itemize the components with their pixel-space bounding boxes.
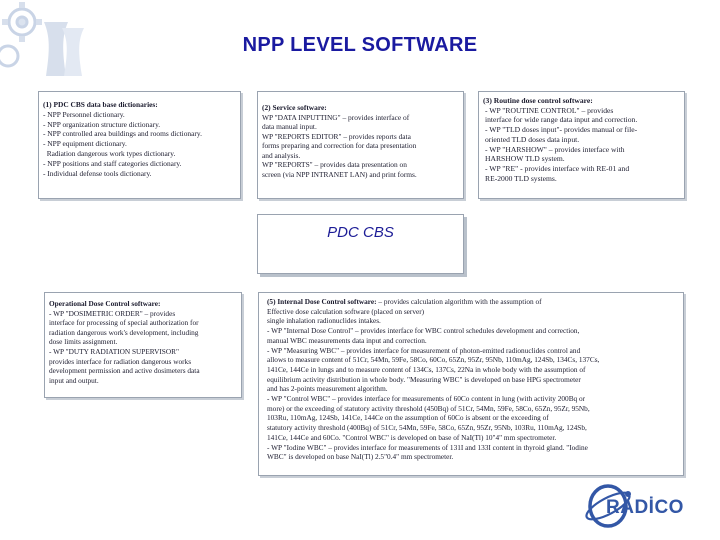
box-line: and analysis.	[262, 150, 301, 160]
box-line: allows to measure content of 51Cr, 54Mn, 59Fe, 58Co, 60Co, 65Zn, 95Zr, 95Nb, 110mAg, 124Sb, 134Cs, 137Cs,	[267, 355, 600, 365]
box-line: manual WBC measurements data input and correction.	[267, 335, 427, 345]
box-line: forms preparing and correction for data presentation	[262, 141, 417, 150]
box-line: - Individual defense tools dictionary.	[43, 168, 152, 178]
box-line: data manual input.	[262, 122, 317, 131]
box-title-rest: – provides calculation algorithm with the assumption of	[376, 297, 542, 306]
box-line: screen (via NPP INTRANET LAN) and print forms.	[262, 169, 417, 179]
box-line: - NPP organization structure dictionary.	[43, 119, 161, 129]
box-title: (3) Routine dose control software:	[483, 96, 593, 105]
pdc-cbs-label: PDC CBS	[327, 224, 394, 241]
box-line: Effective dose calculation software (placed on server)	[267, 306, 425, 316]
box-line: provides interface for radiation dangerous works	[49, 356, 192, 366]
box-line: equilibrium activity distribution in whole body. "Measuring WBC" is developed on base HPG spectrometer	[267, 374, 581, 384]
svg-text:RADİCO: RADİCO	[606, 497, 684, 518]
box-line: input and output.	[49, 375, 99, 385]
box-line: - NPP Personnel dictionary.	[43, 109, 125, 119]
box-line: interface for processing of special authorization for	[49, 318, 199, 328]
box-line: WP "REPORTS" – provides data presentation on	[262, 160, 407, 169]
routine-dose-control-box	[478, 91, 685, 199]
box-line: - WP "DUTY RADIATION SUPERVISOR"	[49, 346, 179, 356]
box-line: - WP "Measuring WBC" – provides interface for measurement of photon-emitted radionuclides control and	[267, 345, 581, 355]
box-line: WP "REPORTS EDITOR" – provides reports data	[262, 131, 411, 141]
operational-dose-control-box	[44, 292, 242, 398]
box-line: 141Ce, 144Ce and 60Co. "Control WBC" is developed on base of NaI(Tl) 10"4" mm spectrometer.	[267, 432, 557, 442]
box-line: WP "DATA INPUTTING" – provides interface of	[262, 112, 410, 122]
radico-logo	[582, 480, 712, 530]
service-software-box	[257, 91, 464, 199]
box-line: WBC" is developed on base NaI(Tl) 2.5"0.4" mm spectrometer.	[267, 452, 454, 462]
box-line: - WP "Control WBC" – provides interface for measurements of 60Co content in lung (with activity 200Bq or	[267, 394, 586, 404]
box-line: and has 2-points measurement algorithm.	[267, 384, 388, 394]
box-line: - WP "RE" - provides interface with RE-01 and	[485, 163, 630, 173]
internal-dose-control-box	[258, 292, 684, 476]
box-line: - WP "Internal Dose Control" – provides interface for WBC control schedules development and correction,	[267, 326, 580, 336]
box-line: HARSHOW TLD system.	[485, 154, 565, 164]
box-line: - WP "DOSIMETRIC ORDER" – provides	[49, 308, 176, 318]
box-line: 103Ru, 110mAg, 124Sb, 141Ce, 144Ce on the assumption of 60Co is absent or the exceeding of	[267, 413, 549, 423]
box-line: statutory activity threshold (400Bq) of 51Cr, 54Mn, 59Fe, 58Co, 65Zn, 95Zr, 95Nb, 103Ru, 110mAg, 124Sb,	[267, 423, 587, 433]
box-line: 141Ce, 144Ce in lungs and to measure content of 134Cs, 137Cs, 22Na in whole body with the assumption of	[267, 364, 586, 374]
box-line: single inhalation radionuclides intakes.	[267, 316, 381, 326]
box-title: (1) PDC CBS data base dictionaries:	[43, 100, 158, 109]
box-line: - NPP positions and staff categories dictionary.	[43, 158, 182, 168]
box-line: - WP "TLD doses input"- provides manual or file-	[485, 125, 638, 135]
box-line: - NPP equipment dictionary.	[43, 139, 127, 149]
box-line: dose limits assignment.	[49, 337, 118, 347]
box-line: - WP "Iodine WBC" – provides interface for measurements of 131I and 133I content in thyroid gland. "Iodine	[267, 442, 588, 452]
box-line: - WP "HARSHOW" – provides interface with	[485, 144, 625, 154]
box-line: - WP "ROUTINE CONTROL" – provides	[485, 105, 614, 115]
box-title: (2) Service software:	[262, 103, 327, 112]
pdc-dictionaries-box	[38, 91, 241, 199]
box-line: radiation dangerous work's development, including	[49, 327, 199, 337]
box-line: development permission and active dosimeters data	[49, 366, 200, 376]
box-title: (5) Internal Dose Control software:	[267, 297, 377, 306]
box-line: oriented TLD doses data input.	[485, 134, 580, 144]
box-title-line	[265, 297, 677, 307]
slide-title: NPP LEVEL SOFTWARE	[242, 34, 478, 56]
box-line: Radiation dangerous work types dictionary.	[43, 148, 176, 158]
box-line: RE-2000 TLD systems.	[485, 173, 557, 183]
box-line: - NPP controlled area buildings and rooms dictionary.	[43, 129, 202, 139]
box-title: Operational Dose Control software:	[49, 299, 161, 308]
box-line: more) or the exceeding of statutory activity threshold (450Bq) of 51Cr, 54Mn, 59Fe, 58Co, 65Zn, 95Zr, 95Nb,	[267, 403, 590, 413]
pdc-cbs-box	[257, 214, 464, 274]
box-line: interface for wide range data input and correction.	[485, 115, 638, 125]
